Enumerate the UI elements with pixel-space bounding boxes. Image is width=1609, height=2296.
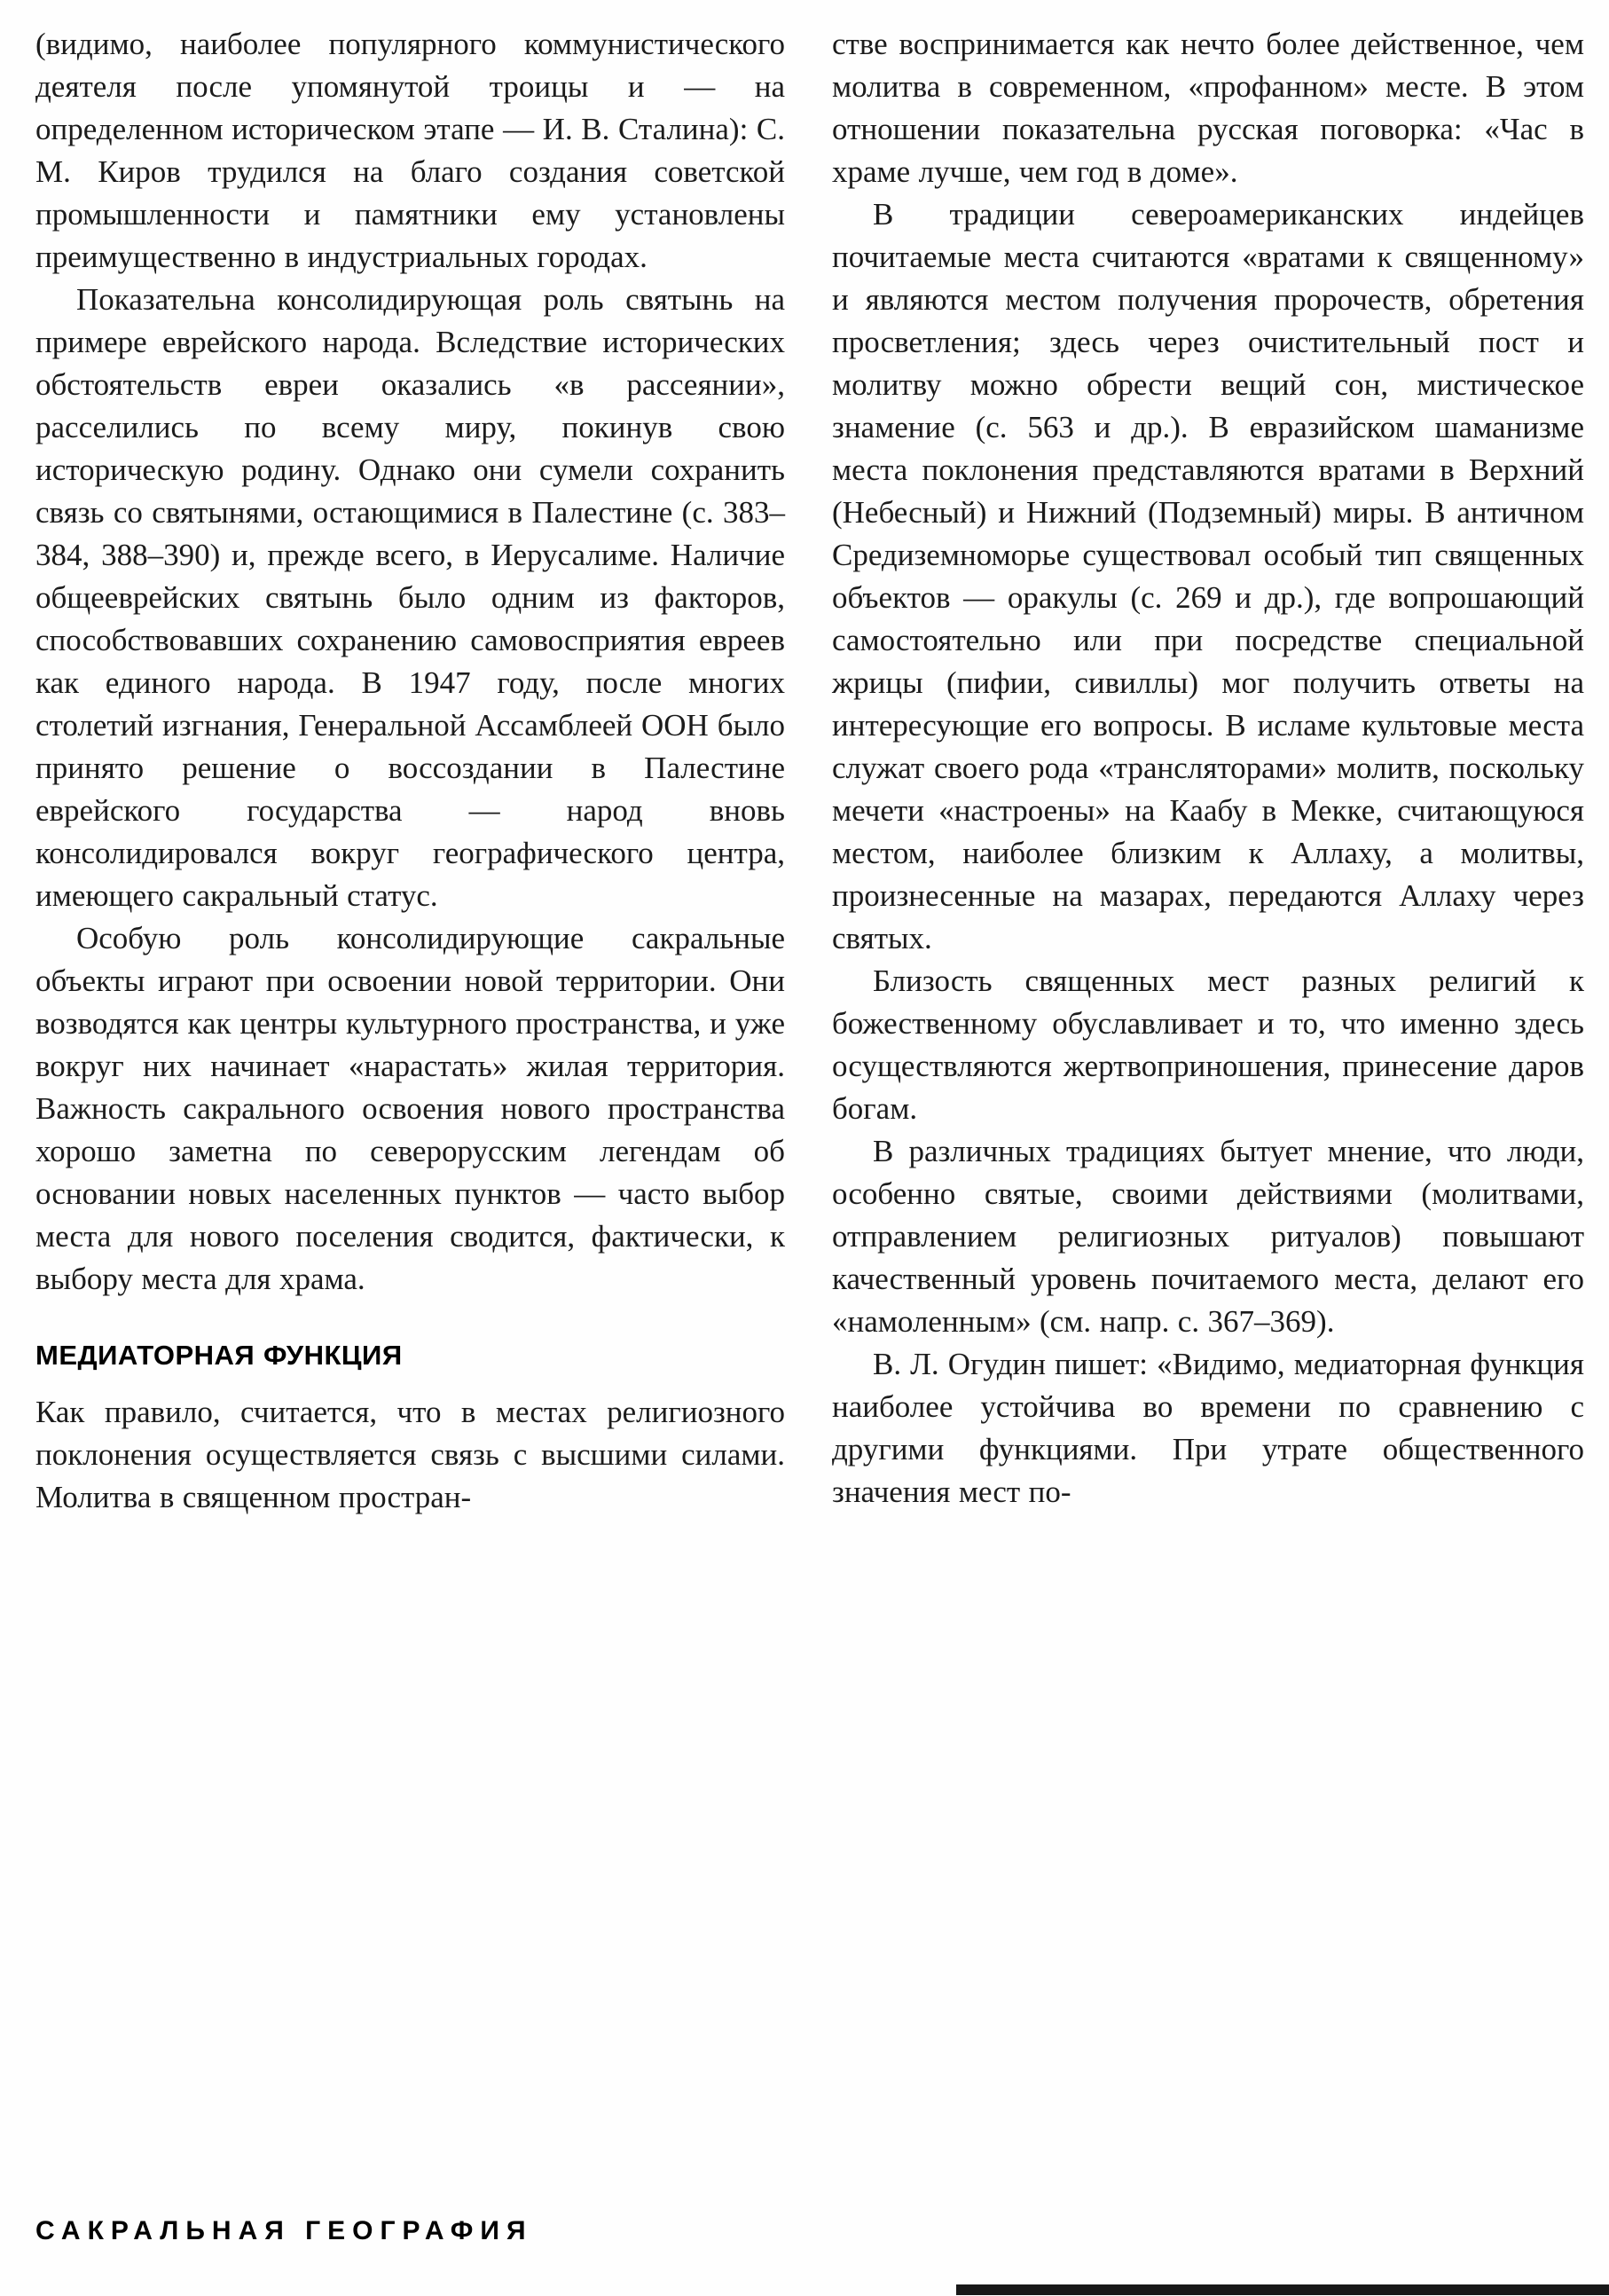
paragraph: Близость священных мест разных религий к божественному обуславливает и то, что именно здесь осуществляются жертвоприношения, принесение даров богам. <box>832 963 1584 1126</box>
paragraph: В традиции североамериканских индейцев почитаемые места считаются «вратами к священному» и являются местом получения пророчеств, обретения просветления; здесь через очистительный пост и молитву можно обрести вещий сон, мистическое знамение (с. 563 и др.). В евразийском шаманизме места поклонения представляются вратами в Верхний (Небесный) и Нижний (Подземный) миры. В античном Средиземноморье существовал особый тип священных объектов — оракулы (с. 269 и др.), где вопрошающий самостоятельно или при посредстве специальной жрицы (пифии, сивиллы) мог получить ответы на интересующие его вопросы. В исламе культовые места служат своего рода «трансляторами» молитв, поскольку мечети «настроены» на Каабу в Мекке, считающуюся местом, наиболее близким к Аллаху, а молитвы, произнесенные на мазарах, передаются Аллаху через святых. <box>832 197 1584 955</box>
paragraph: Показательна консолидирующая роль святынь на примере еврейского народа. Вследствие исторических обстоятельств евреи оказались «в рассеянии», расселились по всему миру, покинув свою историческую родину. Однако они сумели сохранить связь со святынями, остающимися в Палестине (с. 383–384, 388–390) и, прежде всего, в Иерусалиме. Наличие общееврейских святынь было одним из факторов, способствовавших сохранению самовосприятия евреев как единого народа. В 1947 году, после многих столетий изгнания, Генеральной Ассамблеей ООН было принято решение о воссоздании в Палестине еврейского государства — народ вновь консолидировался вокруг географического центра, имеющего сакральный статус. <box>35 282 785 913</box>
paragraph: Как правило, считается, что в местах религиозного поклонения осуществляется связь с высшими силами. Молитва в священном простран- <box>35 1395 785 1514</box>
footer-bar <box>956 2284 1609 2295</box>
footer-title: САКРАЛЬНАЯ ГЕОГРАФИЯ <box>35 2216 533 2245</box>
paragraph: стве воспринимается как нечто более действенное, чем молитва в современном, «профанном» месте. В этом отношении показательна русская поговорка: «Час в храме лучше, чем год в доме». <box>832 27 1584 189</box>
paragraph: В различных традициях бытует мнение, что люди, особенно святые, своими действиями (молитвами, отправлением религиозных ритуалов) повышают качественный уровень почитаемого места, делают его «намоленным» (см. напр. с. 367–369). <box>832 1134 1584 1339</box>
section-heading: МЕДИАТОРНАЯ ФУНКЦИЯ <box>35 1340 403 1371</box>
right-column <box>832 23 1584 1514</box>
paragraph: В. Л. Огудин пишет: «Видимо, медиаторная функция наиболее устойчива во времени по сравнению с другими функциями. При утрате общественного значения мест по- <box>832 1347 1584 1509</box>
paragraph: Особую роль консолидирующие сакральные объекты играют при освоении новой территории. Они возводятся как центры культурного пространства, и уже вокруг них начинает «нарастать» жилая территория. Важность сакрального освоения нового пространства хорошо заметна по северорусским легендам об основании новых населенных пунктов — часто выбор места для нового поселения сводится, фактически, к выбору места для храма. <box>35 921 785 1296</box>
page-footer <box>35 2216 533 2246</box>
left-column <box>35 23 785 1519</box>
paragraph: (видимо, наиболее популярного коммунистического деятеля после упомянутой троицы и — на определенном историческом этапе — И. В. Сталина): С. М. Киров трудился на благо создания советской промышленности и памятники ему установлены преимущественно в индустриальных городах. <box>35 27 785 274</box>
